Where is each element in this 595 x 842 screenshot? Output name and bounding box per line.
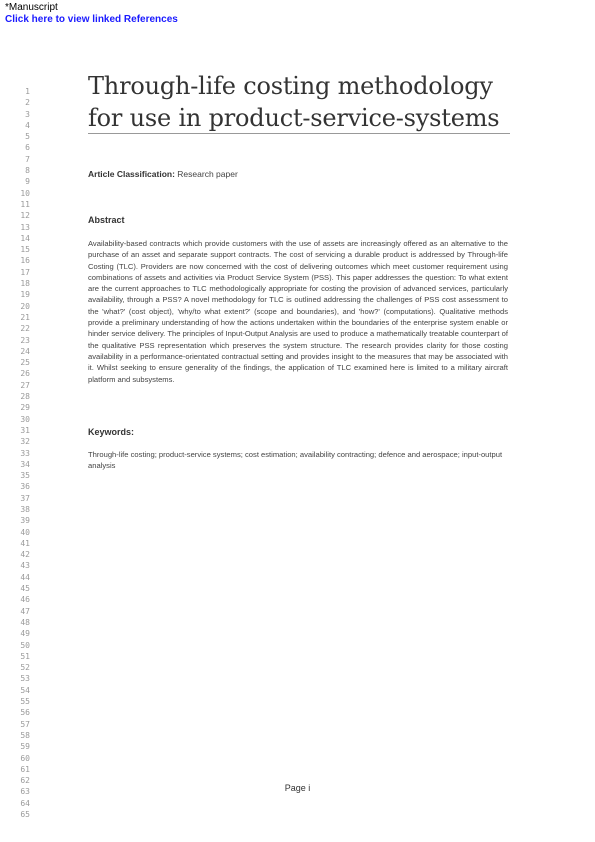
line-number: 35 bbox=[20, 471, 30, 481]
line-number-gutter bbox=[0, 86, 30, 820]
line-number: 33 bbox=[20, 448, 30, 458]
line-number: 11 bbox=[20, 199, 30, 209]
line-number: 46 bbox=[20, 595, 30, 605]
line-number: 13 bbox=[20, 222, 30, 232]
paper-title: Through-life costing methodology for use in product-service-systems bbox=[88, 72, 500, 132]
line-number: 61 bbox=[20, 764, 30, 774]
line-number: 37 bbox=[20, 493, 30, 503]
line-number: 60 bbox=[20, 753, 30, 763]
line-number: 38 bbox=[20, 504, 30, 514]
line-number: 63 bbox=[20, 787, 30, 797]
line-number: 58 bbox=[20, 730, 30, 740]
line-number: 51 bbox=[20, 651, 30, 661]
line-number: 56 bbox=[20, 708, 30, 718]
line-number: 59 bbox=[20, 742, 30, 752]
line-number: 53 bbox=[20, 674, 30, 684]
line-number: 15 bbox=[20, 245, 30, 255]
line-number: 19 bbox=[20, 290, 30, 300]
keywords-heading: Keywords: bbox=[88, 427, 135, 437]
line-number: 23 bbox=[20, 335, 30, 345]
line-number: 49 bbox=[20, 629, 30, 639]
line-number: 47 bbox=[20, 606, 30, 616]
line-number: 65 bbox=[20, 810, 30, 819]
line-number: 24 bbox=[20, 346, 30, 356]
line-number: 10 bbox=[20, 188, 30, 198]
line-number: 8 bbox=[25, 166, 30, 176]
line-number: 48 bbox=[20, 617, 30, 627]
view-references-link[interactable]: Click here to view linked References bbox=[5, 14, 178, 25]
line-number: 9 bbox=[25, 177, 30, 187]
line-number: 30 bbox=[20, 414, 30, 424]
page-number: Page i bbox=[284, 783, 311, 793]
title-divider bbox=[88, 133, 510, 134]
line-number: 4 bbox=[25, 120, 30, 130]
line-number: 17 bbox=[20, 267, 30, 277]
line-number: 3 bbox=[25, 109, 30, 119]
line-number: 28 bbox=[20, 392, 30, 402]
line-number: 6 bbox=[25, 143, 30, 153]
line-number: 39 bbox=[20, 516, 30, 526]
line-number: 22 bbox=[20, 324, 30, 334]
line-number: 62 bbox=[20, 776, 30, 786]
line-number: 54 bbox=[20, 685, 30, 695]
line-number: 57 bbox=[20, 719, 30, 729]
line-number: 36 bbox=[20, 482, 30, 492]
line-number: 43 bbox=[20, 561, 30, 571]
line-number: 26 bbox=[20, 369, 30, 379]
line-number: 41 bbox=[20, 538, 30, 548]
keywords-text: Through-life costing; product-service systems; cost estimation; availability contracting; defence and aerospace; input-output analysis bbox=[88, 450, 503, 471]
abstract-heading: Abstract bbox=[88, 215, 125, 225]
line-number: 40 bbox=[20, 527, 30, 537]
manuscript-label: *Manuscript bbox=[5, 2, 58, 13]
line-number: 20 bbox=[20, 301, 30, 311]
line-number: 64 bbox=[20, 798, 30, 808]
line-number: 21 bbox=[20, 312, 30, 322]
line-number: 27 bbox=[20, 380, 30, 390]
line-number: 1 bbox=[25, 87, 30, 96]
article-classification bbox=[88, 169, 238, 179]
line-number: 42 bbox=[20, 550, 30, 560]
line-number: 14 bbox=[20, 233, 30, 243]
line-number: 18 bbox=[20, 279, 30, 289]
classification-label: Article Classification: bbox=[88, 169, 175, 179]
line-number: 7 bbox=[25, 154, 30, 164]
line-number: 5 bbox=[25, 132, 30, 142]
line-number: 16 bbox=[20, 256, 30, 266]
line-number: 44 bbox=[20, 572, 30, 582]
classification-value: Research paper bbox=[177, 169, 238, 179]
line-number: 45 bbox=[20, 584, 30, 594]
line-number: 34 bbox=[20, 459, 30, 469]
line-number: 25 bbox=[20, 358, 30, 368]
line-number: 2 bbox=[25, 98, 30, 108]
line-number: 12 bbox=[20, 211, 30, 221]
line-number: 32 bbox=[20, 437, 30, 447]
abstract-text: Availability-based contracts which provide customers with the use of assets are increasingly offered as an alternative to the purchase of an asset and separate support contracts. The cost of servicing a durable product is addressed by Through-life Costing (TLC). Providers are now concerned with the cost of delivering outcomes which meet customer requirement using combinations of assets and activities via Product Service System (PSS). This paper addresses the question: To what extent are the current approaches to TLC methodologically appropriate for costing the provision of advanced services, particularly availability, through a PSS? A novel methodology for TLC is outlined addressing the challenges of PSS cost assessment to the 'what?' (cost object), 'why/to what extent?' (scope and boundaries), and 'how?' (computations). Qualitative methods provide a preliminary understanding of how the actions undertaken within the boundaries of the enterprise system enable or hinder service delivery. The principles of Input-Output Analysis are used to produce a mathematically treatable counterpart of the qualitative PSS representation which preserves the system structure. The research provides clarity for those costing availability in a performance-orientated contractual setting and provides insight to the measures that may be associated with it. Whilst seeking to ensure generality of the findings, the application of TLC examined here is limited to a military aircraft platform and subsystems. bbox=[88, 239, 508, 384]
line-number: 31 bbox=[20, 425, 30, 435]
line-number: 55 bbox=[20, 697, 30, 707]
line-number: 52 bbox=[20, 663, 30, 673]
line-number: 50 bbox=[20, 640, 30, 650]
line-number: 29 bbox=[20, 403, 30, 413]
